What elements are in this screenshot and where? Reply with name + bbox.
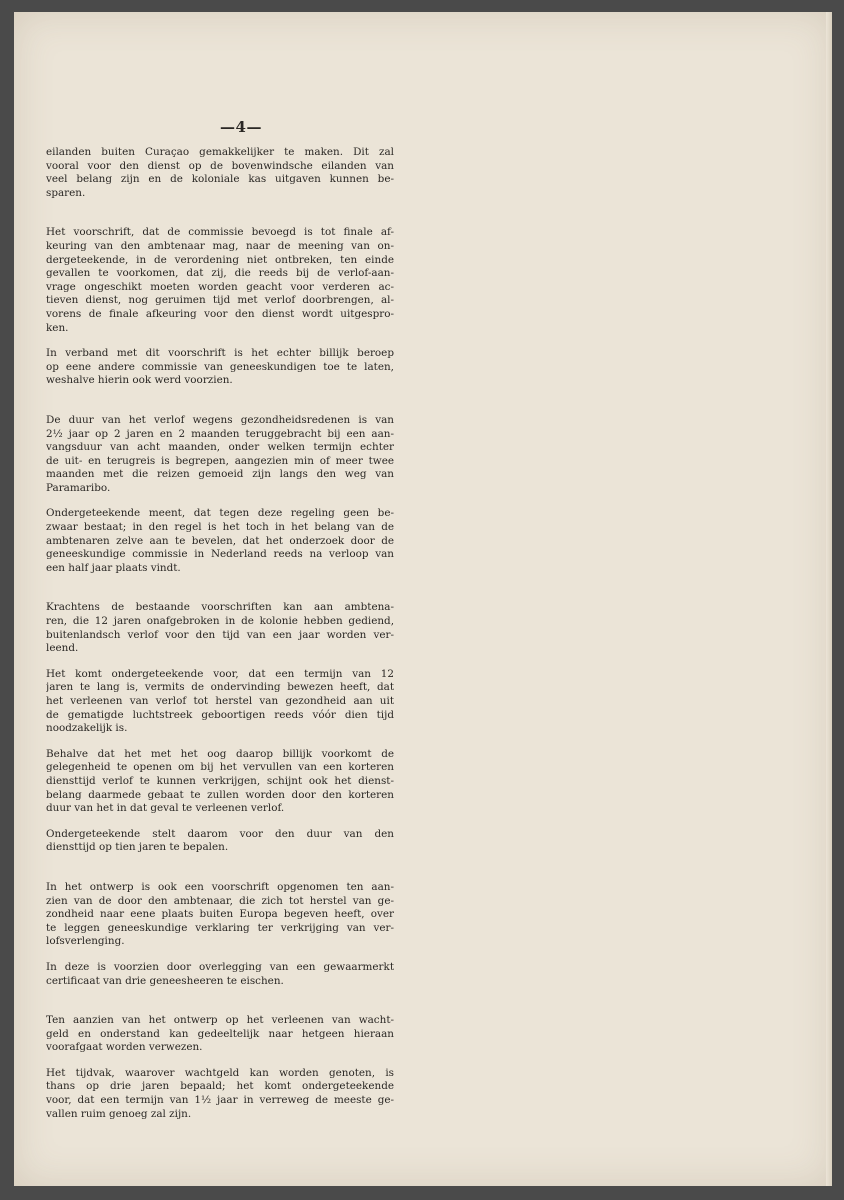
text-line: Krachtens de bestaande voorschriften kan aan ambtena- — [46, 601, 394, 614]
text-line: voorafgaat worden verwezen. — [46, 1041, 203, 1054]
text-line: op eene andere commissie van geneeskundigen toe te laten, — [46, 360, 394, 373]
text-line: Het voorschrift, dat de commissie bevoegd is tot finale af- — [46, 226, 394, 239]
text-line: eilanden buiten Curaçao gemakkelijker te maken. Dit zal — [46, 146, 394, 158]
text-line: Ondergeteekende stelt daarom voor den duur van den — [46, 827, 394, 840]
text-line: Behalve dat het met het oog daarop billijk voorkomt de — [46, 747, 394, 760]
text-line: gevallen te voorkomen, dat zij, die reeds bij de verlof-aan- — [46, 267, 394, 280]
paragraph-4 — [46, 414, 394, 496]
text-line: het verleenen van verlof tot herstel van gezondheid aan uit — [46, 695, 394, 707]
text-line: Het komt ondergeteekende voor, dat een termijn van 12 — [46, 667, 394, 680]
text-line: zondheid naar eene plaats buiten Europa begeven heeft, over — [46, 908, 394, 921]
text-line: buitenlandsch verlof voor den tijd van een jaar worden ver- — [46, 628, 394, 641]
text-line: een half jaar plaats vindt. — [46, 561, 181, 574]
text-line: vangsduur van acht maanden, onder welken termijn echter — [46, 441, 394, 454]
text-line: tieven dienst, nog geruimen tijd met verlof doorbrengen, al- — [46, 294, 394, 307]
text-line: zien van de door den ambtenaar, die zich tot herstel van ge- — [46, 894, 394, 907]
page-edge — [826, 12, 832, 1186]
text-line: dergeteekende, in de verordening niet ontbreken, ten einde — [46, 253, 394, 266]
text-line: vorens de finale afkeuring voor den dienst wordt uitgespro- — [46, 307, 394, 320]
text-line: In verband met dit voorschrift is het echter billijk beroep — [46, 347, 394, 360]
paragraph-13 — [46, 1067, 394, 1121]
text-line: Paramaribo. — [46, 481, 111, 494]
text-line: voor, dat een termijn van 1½ jaar in verreweg de meeste ge- — [46, 1094, 394, 1107]
text-line: thans op drie jaren bepaald; het komt ondergeteekende — [46, 1080, 394, 1093]
paragraph-6 — [46, 601, 394, 655]
paragraph-5 — [46, 507, 394, 575]
text-line: weshalve hierin ook werd voorzien. — [46, 374, 233, 387]
text-line: belang daarmede gebaat te zullen worden door den korteren — [46, 788, 394, 801]
body-text — [46, 146, 394, 1121]
text-line: geld en onderstand kan gedeeltelijk naar hetgeen hieraan — [46, 1027, 394, 1040]
text-line: de gematigde luchtstreek geboortigen reeds vóór dien tijd — [46, 708, 394, 721]
text-line: 2½ jaar op 2 jaren en 2 maanden teruggebracht bij een aan- — [46, 427, 394, 440]
text-line: In deze is voorzien door overlegging van een gewaarmerkt — [46, 960, 394, 973]
text-line: sparen. — [46, 186, 86, 199]
paragraph-7 — [46, 668, 394, 736]
text-line: geneeskundige commissie in Nederland reeds na verloop van — [46, 548, 394, 561]
text-line: diensttijd verlof te kunnen verkrijgen, schijnt ook het dienst- — [46, 774, 394, 787]
paragraph-10 — [46, 881, 394, 949]
text-line: certificaat van drie geneesheeren te eischen. — [46, 974, 284, 987]
text-line: duur van het in dat geval te verleenen verlof. — [46, 802, 285, 815]
text-line: lofsverlenging. — [46, 935, 125, 948]
text-line: gelegenheid te openen om bij het vervullen van een korteren — [46, 761, 394, 774]
text-line: diensttijd op tien jaren te bepalen. — [46, 841, 229, 854]
text-line: De duur van het verlof wegens gezondheidsredenen is van — [46, 413, 394, 426]
text-line: Ondergeteekende meent, dat tegen deze regeling geen be- — [46, 507, 394, 520]
text-line: te leggen geneeskundige verklaring ter verkrijging van ver- — [46, 921, 394, 934]
text-line: zwaar bestaat; in den regel is het toch in het belang van de — [46, 521, 394, 534]
paragraph-12 — [46, 1014, 394, 1055]
text-line: ken. — [46, 321, 69, 334]
text-line: veel belang zijn en de koloniale kas uitgaven kunnen be- — [46, 173, 394, 186]
text-line: vrage ongeschikt moeten worden geacht voor verderen ac- — [46, 280, 394, 293]
paragraph-3 — [46, 347, 394, 388]
paragraph-1 — [46, 146, 394, 200]
text-line: ren, die 12 jaren onafgebroken in de kolonie hebben gediend, — [46, 615, 394, 628]
text-line: vallen ruim genoeg zal zijn. — [46, 1107, 192, 1120]
text-line: vooral voor den dienst op de bovenwindsche eilanden van — [46, 159, 394, 172]
text-line: maanden met die reizen gemoeid zijn langs den weg van — [46, 468, 394, 481]
text-line: Ten aanzien van het ontwerp op het verleenen van wacht- — [46, 1014, 394, 1027]
paragraph-8 — [46, 748, 394, 816]
text-line: keuring van den ambtenaar mag, naar de meening van on- — [46, 239, 394, 252]
paragraph-9 — [46, 828, 394, 855]
paragraph-11 — [46, 961, 394, 988]
text-line: de uit- en terugreis is begrepen, aangezien min of meer twee — [46, 454, 394, 467]
text-line: In het ontwerp is ook een voorschrift opgenomen ten aan- — [46, 880, 394, 893]
text-line: ambtenaren zelve aan te bevelen, dat het onderzoek door de — [46, 534, 394, 547]
paragraph-2 — [46, 226, 394, 335]
text-line: noodzakelijk is. — [46, 722, 128, 735]
text-line: leend. — [46, 642, 79, 655]
page-number: —4— — [220, 118, 262, 136]
text-line: jaren te lang is, vermits de ondervinding bewezen heeft, dat — [46, 681, 394, 694]
text-line: Het tijdvak, waarover wachtgeld kan worden genoten, is — [46, 1066, 394, 1079]
